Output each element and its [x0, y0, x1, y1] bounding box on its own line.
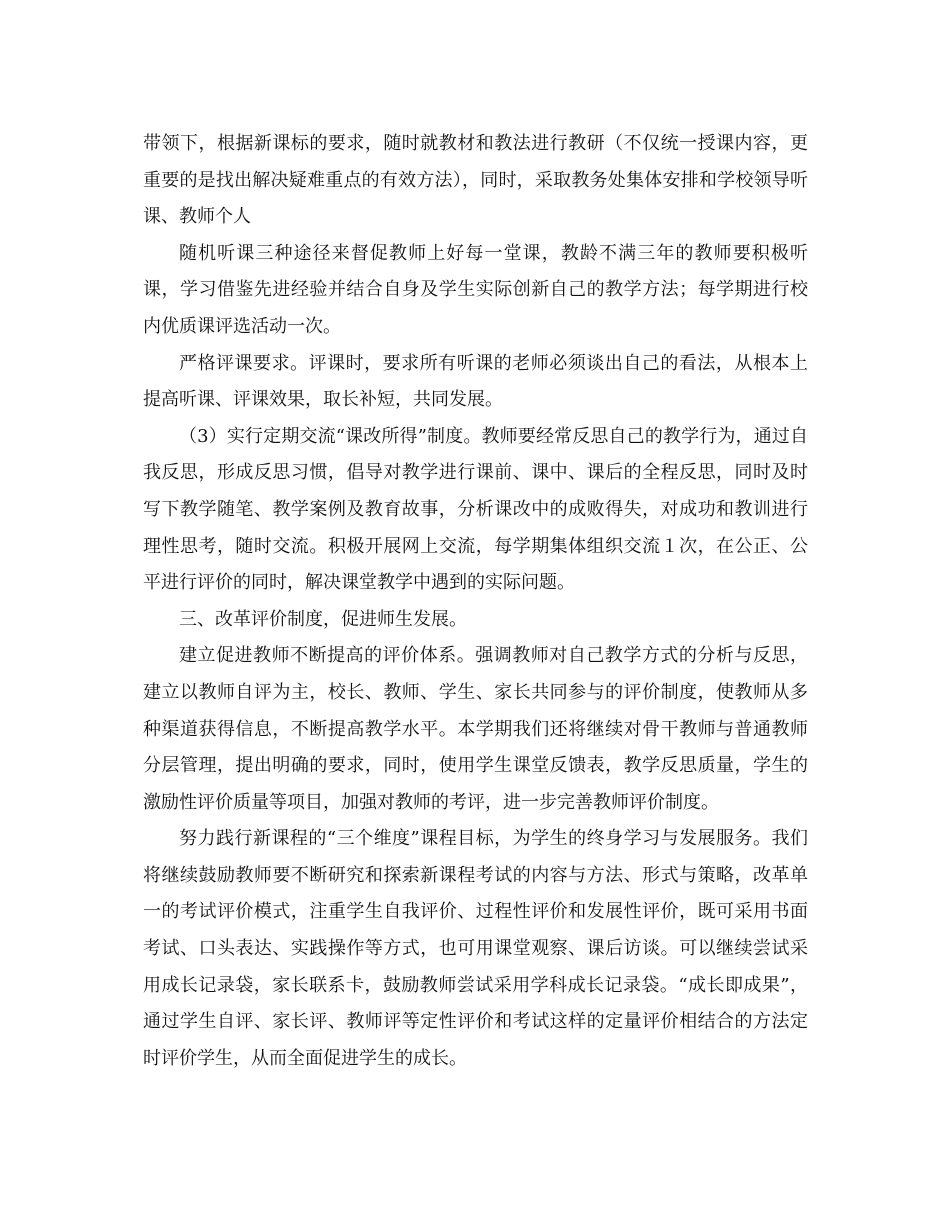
paragraph-5: 建立促进教师不断提高的评价体系。强调教师对自己教学方式的分析与反思，建立以教师自评为主，校长、教师、学生、家长共同参与的评价制度，使教师从多种渠道获得信息，不断提高教学水平。本学期我们还将继续对骨干教师与普通教师分层管理，提出明确的要求，同时，使用学生课堂反馈表，教学反思质量，学生的激励性评价质量等项目，加强对教师的考评，进一步完善教师评价制度。 — [143, 645, 808, 813]
document-body — [143, 126, 808, 1077]
paragraph-6: 努力践行新课程的“三个维度”课程目标，为学生的终身学习与发展服务。我们将继续鼓励教师要不断研究和探索新课程考试的内容与方法、形式与策略，改革单一的考试评价模式，注重学生自我评价、过程性评价和发展性评价，既可采用书面考试、口头表达、实践操作等方式，也可用课堂观察、课后访谈。可以继续尝试采用成长记录袋，家长联系卡，鼓励教师尝试采用学科成长记录袋。“成长即成果”，通过学生自评、家长评、教师评等定性评价和考试这样的定量评价相结合的方法定时评价学生，从而全面促进学生的成长。 — [143, 828, 808, 1069]
section-heading: 三、改革评价制度，促进师生发展。 — [179, 608, 467, 630]
paragraph-2: 随机听课三种途径来督促教师上好每一堂课，教龄不满三年的教师要积极听课，学习借鉴先进经验并结合自身及学生实际创新自己的教学方法；每学期进行校内优质课评选活动一次。 — [143, 242, 808, 337]
paragraph-1: 带领下，根据新课标的要求，随时就教材和教法进行教研（不仅统一授课内容，更重要的是找出解决疑难重点的有效方法），同时，采取教务处集体安排和学校领导听课、教师个人 — [143, 133, 808, 228]
paragraph-3: 严格评课要求。评课时，要求所有听课的老师必须谈出自己的看法，从根本上提高听课、评课效果，取长补短，共同发展。 — [143, 352, 808, 411]
paragraph-4: （3）实行定期交流“课改所得”制度。教师要经常反思自己的教学行为，通过自我反思，形成反思习惯，倡导对教学进行课前、课中、课后的全程反思，同时及时写下教学随笔、教学案例及教育故事，分析课改中的成败得失，对成功和教训进行理性思考，随时交流。积极开展网上交流，每学期集体组织交流１次，在公正、公平进行评价的同时，解决课堂教学中遇到的实际问题。 — [143, 425, 808, 594]
